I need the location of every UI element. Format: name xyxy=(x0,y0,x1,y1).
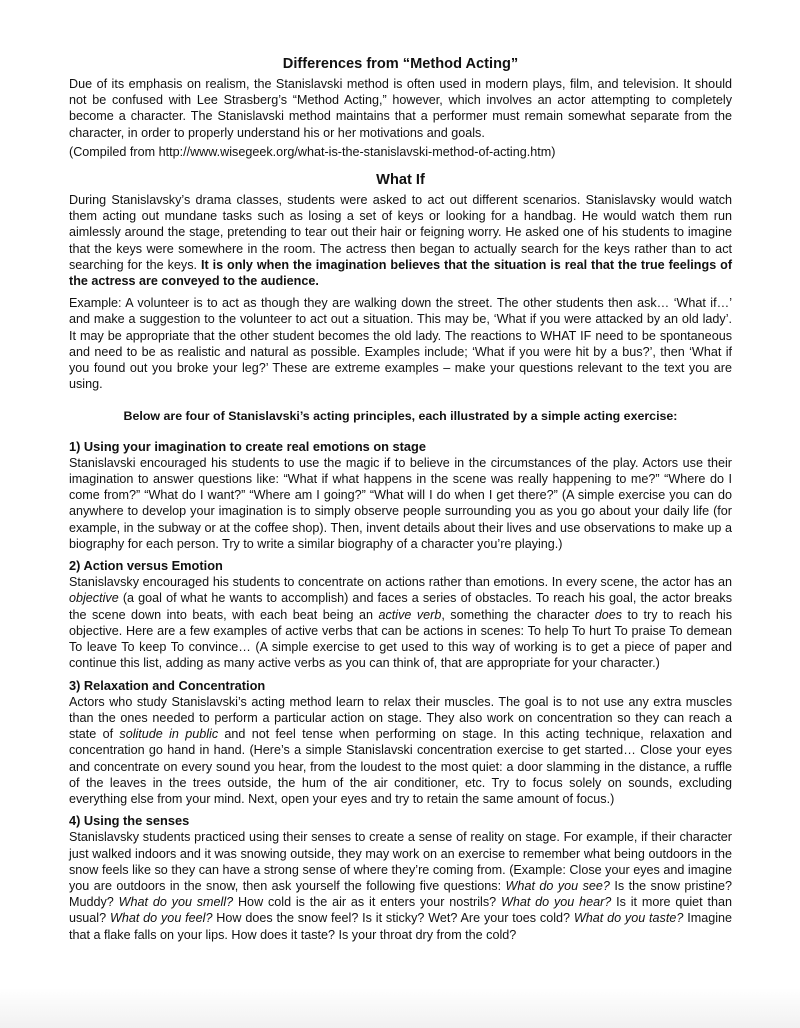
principle-3 xyxy=(69,678,732,808)
italic-question: What do you feel? xyxy=(109,911,213,926)
principle-4-heading: 4) Using the senses xyxy=(69,813,190,829)
principle-3-heading: 3) Relaxation and Concentration xyxy=(69,677,266,693)
italic-question: What do you see? xyxy=(505,878,610,893)
text-run: (a goal of what he wants to accomplish) and faces a series of obstacles. To reach his goal, the actor breaks the scene down into beats, with each beat being an xyxy=(69,591,732,622)
principles-intro: Below are four of Stanislavski’s acting principles, each illustrated by a simple acting exercise: xyxy=(123,409,678,424)
text-run: How does the snow feel? Is it sticky? Wet? Are your toes cold? xyxy=(212,911,574,926)
what-if-heading: What If xyxy=(376,172,425,189)
what-if-paragraph-1-bold: It is only when the imagination believes that the situation is real that the true feelings of the actress are conveyed to the audience. xyxy=(69,257,733,289)
italic-term: objective xyxy=(69,591,119,606)
what-if-paragraph-1-text: During Stanislavsky’s drama classes, students were asked to act out different scenarios. Stanislavsky would watch them acting out mundane tasks such as losing a set of keys or looking for a handbag. He would watch them run aimlessly around the stage, pretending to tear out their hair or feigning worry. He asked one of his students to imagine that the keys were somewhere in the room. The actress then began to actually search for the keys rather than to act searching for the keys. xyxy=(69,193,732,272)
text-run: to try to reach his objective. Here are a few examples of active verbs that can be actions in scenes: To help To hurt To praise To demean To leave To keep To convince… (A simple exercise to get used to this way of working is to get a piece of paper and continue this list, adding as many active verbs as you can think of, that are appropriate for your character.) xyxy=(69,607,732,671)
principle-4 xyxy=(69,813,732,943)
italic-term: does xyxy=(594,607,623,622)
text-run: and not feel tense when performing on stage. In this acting technique, relaxation and concentration go hand in hand. (Here’s a simple Stanislavski concentration exercise to get started… Close your eyes and concentrate on every sound you hear, from the loudest to the most quiet: a door slamming in the distance, a ruffle of the leaves in the trees outside, the hum of the air conditioner, etc. Try to focus solely on sounds, excluding everything else from your mind. Next, open your eyes and try to retain the same amount of focus.) xyxy=(69,727,732,806)
text-run: Stanislavsky encouraged his students to concentrate on actions rather than emotions. In every scene, the actor has an xyxy=(69,575,732,590)
principle-2-text xyxy=(69,574,732,671)
method-acting-paragraph: Due of its emphasis on realism, the Stanislavski method is often used in modern plays, film, and television. It should not be confused with Lee Strasberg’s “Method Acting,” however, which involves an actor attempting to completely become a character. The Stanislavski method maintains that a performer must remain somewhat separate from the character, in order to properly understand his or her motivations and goals. xyxy=(69,77,732,140)
principle-1 xyxy=(69,439,732,552)
italic-question: What do you hear? xyxy=(500,895,612,910)
italic-question: What do you smell? xyxy=(118,895,234,910)
principle-4-text xyxy=(69,829,732,942)
principle-1-heading: 1) Using your imagination to create real emotions on stage xyxy=(69,438,426,454)
what-if-paragraph-1 xyxy=(69,192,732,289)
italic-term: active verb xyxy=(378,607,442,622)
text-run: Actors who study Stanislavski’s acting method learn to relax their muscles. The goal is to not use any extra muscles than the ones needed to perform a particular action on stage. They also work on concentration so they can reach a state of xyxy=(69,694,732,742)
source-citation: (Compiled from http://www.wisegeek.org/what-is-the-stanislavski-method-of-acting.htm) xyxy=(69,144,556,159)
principle-2-heading: 2) Action versus Emotion xyxy=(69,558,223,574)
text-run: Imagine that a flake falls on your lips. How does it taste? Is your throat dry from the cold? xyxy=(69,911,733,942)
italic-question: What do you taste? xyxy=(573,911,684,926)
principle-3-text xyxy=(69,694,732,807)
text-run: Is it more quiet than usual? xyxy=(69,895,732,926)
what-if-paragraph-2: Example: A volunteer is to act as though they are walking down the street. The other students then ask… ‘What if…’ and make a suggestion to the volunteer to act out a situation. This may be, ‘What if you were attacked by an old lady’. It may be appropriate that the other student becomes the old lady. The reactions to WHAT IF need to be spontaneous and need to be as realistic and natural as possible. Examples include; ‘What if you were hit by a bus?’, then ‘What if you found out you broke your leg?’ These are extreme examples – make your questions relevant to the text you are using. xyxy=(69,296,732,392)
italic-term: solitude in public xyxy=(119,727,219,742)
text-run: How cold is the air as it enters your nostrils? xyxy=(233,895,501,910)
method-acting-heading: Differences from “Method Acting” xyxy=(282,56,519,72)
text-run: Stanislavsky students practiced using their senses to create a sense of reality on stage. For example, if their character just walked indoors and it was snowing outside, they may work on an exercise to remember what being outdoors in the snow feels like so they can have a strong sense of where they’re coming from. (Example: Close your eyes and imagine you are outdoors in the snow, then ask yourself the following five questions: xyxy=(69,830,732,893)
principle-1-text: Stanislavski encouraged his students to use the magic if to believe in the circumstances of the play. Actors use their imagination to answer questions like: “What if what happens in the scene was really happening to me?” “Where do I come from?” “What do I want?” “Where am I going?” “What will I do when I get there?” (A simple exercise you can do anywhere to develop your imagination is to simply observe people surrounding you as you go about your daily life (for example, in the subway or at the coffee shop). Then, invent details about their lives and use observations to make up a biography for each person. Try to write a similar biography of a character you’re playing.) xyxy=(69,455,732,551)
principle-2 xyxy=(69,558,732,671)
text-run: Is the snow pristine? Muddy? xyxy=(69,878,732,910)
text-run: , something the character xyxy=(441,607,595,622)
